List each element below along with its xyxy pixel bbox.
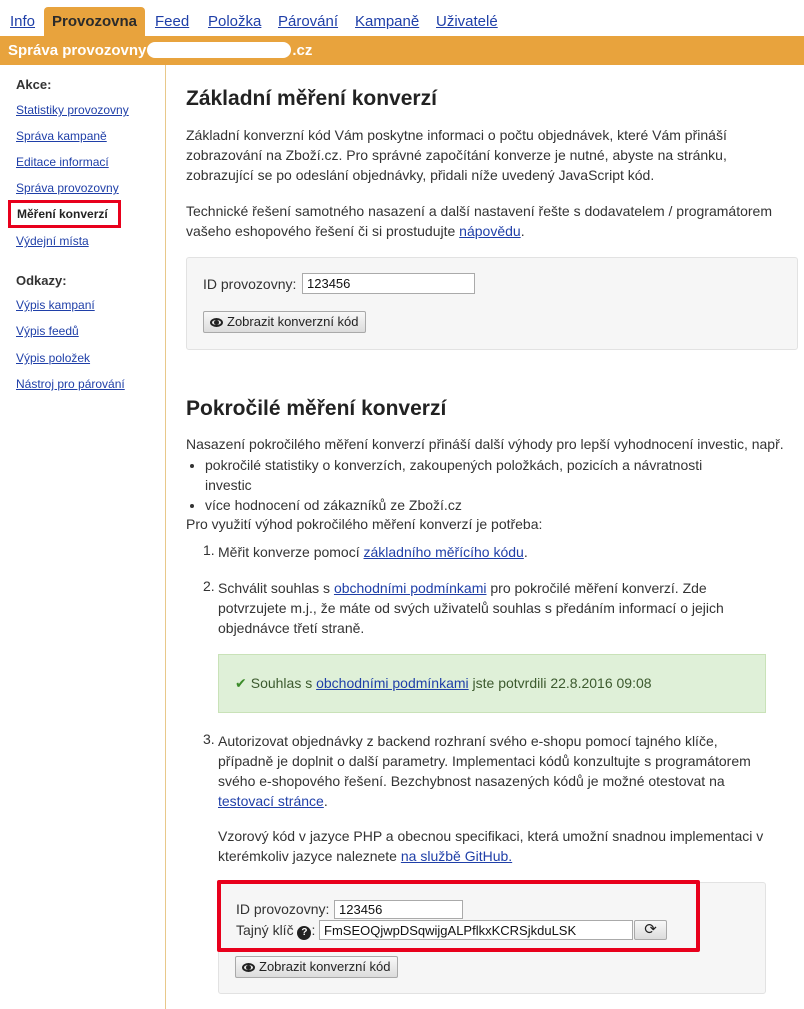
- step-3-text: Autorizovat objednávky z backend rozhraní svého e-shopu pomocí tajného klíče, případně je doplnit o další parametry. Implementaci kódů konzultujte s programátorem svého e-shopového řešení. Bezchybnost nasazených kódů je možné otestovat na: [218, 733, 751, 789]
- sidebar-item-vypis-kampani[interactable]: Výpis kampaní: [16, 298, 95, 312]
- list-item: • více hodnocení od zákazníků ze Zboží.cz: [205, 495, 746, 515]
- secret-key-colon: :: [311, 922, 316, 938]
- step-1: [218, 542, 778, 562]
- consent-success-alert: [218, 654, 766, 713]
- basic-tech-note: [186, 201, 796, 241]
- success-text: Souhlas s: [250, 675, 317, 691]
- sidebar-item-statistiky[interactable]: Statistiky provozovny: [16, 103, 129, 117]
- step-3: [218, 731, 774, 811]
- tab-uzivatele[interactable]: Uživatelé: [436, 13, 498, 30]
- advanced-title: Pokročilé měření konverzí: [186, 397, 447, 420]
- sidebar-item-vypis-feedu[interactable]: Výpis feedů: [16, 324, 79, 338]
- list-item: • pokročilé statistiky o konverzích, zakoupených položkách, pozicích a návratnosti investic: [205, 455, 746, 495]
- sidebar: [0, 65, 166, 1009]
- sample-code-note: [218, 826, 774, 866]
- basic-tech-note-end: .: [520, 223, 525, 239]
- tab-parovani[interactable]: Párování: [278, 13, 339, 30]
- tab-polozka[interactable]: Položka: [208, 13, 262, 30]
- header-title-suffix: .cz: [292, 42, 313, 59]
- eye-icon: [210, 318, 223, 327]
- step-number-1: 1.: [203, 542, 215, 558]
- redacted-name: [147, 42, 291, 58]
- step-1-text: Měřit konverze pomocí: [218, 544, 364, 560]
- refresh-icon: ⟳: [644, 921, 657, 938]
- advanced-need: Pro využití výhod pokročilého měření konverzí je potřeba:: [186, 516, 543, 532]
- tab-provozovna[interactable]: Provozovna: [44, 7, 145, 36]
- tab-info[interactable]: Info: [10, 13, 36, 30]
- sidebar-item-nastroj-parovani[interactable]: Nástroj pro párování: [16, 377, 125, 391]
- sidebar-item-vydejni-mista[interactable]: Výdejní místa: [16, 234, 89, 248]
- sidebar-item-sprava-kampane[interactable]: Správa kampaně: [16, 129, 107, 143]
- test-page-link[interactable]: testovací stránce: [218, 793, 324, 809]
- refresh-key-button[interactable]: [634, 920, 667, 940]
- help-link[interactable]: nápovědu: [459, 223, 521, 239]
- step-2-text: Schválit souhlas s: [218, 580, 334, 596]
- advanced-intro: Nasazení pokročilého měření konverzí přináší další výhody pro lepší vyhodnocení investic, např.: [186, 436, 784, 452]
- sidebar-links-heading: Odkazy:: [16, 273, 67, 288]
- sample-code-text: Vzorový kód v jazyce PHP a obecnou specifikaci, která umožní snadnou implementaci v kterémkoliv jazyce naleznete: [218, 828, 764, 864]
- basic-id-input[interactable]: [302, 273, 475, 294]
- advanced-show-code-button[interactable]: [235, 956, 398, 978]
- secret-key-label: [236, 922, 315, 940]
- step-2-end: pro pokročilé měření konverzí. Zde potvrzujete m.j., že máte od svých uživatelů souhlas s předáním informací o jejich objednávce třetí straně.: [218, 580, 724, 636]
- top-tabs: [0, 0, 804, 36]
- check-icon: ✔: [235, 675, 247, 691]
- secret-key-input[interactable]: [319, 920, 633, 940]
- basic-title: Základní měření konverzí: [186, 87, 437, 110]
- advanced-id-label: ID provozovny:: [236, 901, 330, 917]
- sidebar-item-mereni-konverzi[interactable]: Měření konverzí: [8, 200, 121, 228]
- question-circle-icon[interactable]: ?: [297, 926, 311, 940]
- step-2: [218, 578, 766, 638]
- basic-tech-note-text: Technické řešení samotného nasazení a další nastavení řešte s dodavatelem / programátorem vašeho eshopového řešení či si prostudujte: [186, 203, 772, 239]
- tab-feed[interactable]: Feed: [155, 13, 190, 30]
- github-link[interactable]: na službě GitHub.: [400, 848, 513, 864]
- success-date-text: jste potvrdili 22.8.2016 09:08: [468, 675, 652, 691]
- sidebar-item-editace[interactable]: Editace informací: [16, 155, 109, 169]
- page-header: [0, 36, 804, 65]
- step-number-3: 3.: [203, 731, 215, 747]
- eye-icon: [242, 963, 255, 972]
- sidebar-item-sprava-provozovny[interactable]: Správa provozovny: [16, 181, 119, 195]
- step-3-end: .: [323, 793, 328, 809]
- advanced-id-input[interactable]: [334, 900, 463, 919]
- terms-link[interactable]: obchodními podmínkami: [333, 580, 487, 596]
- sidebar-actions-heading: Akce:: [16, 77, 52, 92]
- step-1-end: .: [523, 544, 528, 560]
- tab-kampane[interactable]: Kampaně: [355, 13, 420, 30]
- basic-show-code-button[interactable]: [203, 311, 366, 333]
- secret-key-label-text: Tajný klíč: [236, 922, 294, 938]
- basic-show-code-label: Zobrazit konverzní kód: [227, 314, 359, 329]
- success-terms-link[interactable]: obchodními podmínkami: [316, 675, 469, 691]
- sidebar-item-vypis-polozek[interactable]: Výpis položek: [16, 351, 91, 365]
- step-number-2: 2.: [203, 578, 215, 594]
- advanced-show-code-label: Zobrazit konverzní kód: [259, 959, 391, 974]
- basic-id-label: ID provozovny:: [203, 276, 297, 292]
- basic-form-box: [186, 257, 798, 350]
- basic-code-link[interactable]: základního měřícího kódu: [363, 544, 524, 560]
- header-title-prefix: Správa provozovny: [8, 42, 147, 59]
- basic-description: Základní konverzní kód Vám poskytne informaci o počtu objednávek, které Vám přináší zobrazování na Zboží.cz. Pro správné započítání konverze je nutné, abyste na stránku, zobrazující se po odeslání objednávky, přidali níže uvedený JavaScript kód.: [186, 127, 727, 183]
- advanced-benefits-list: [186, 455, 746, 515]
